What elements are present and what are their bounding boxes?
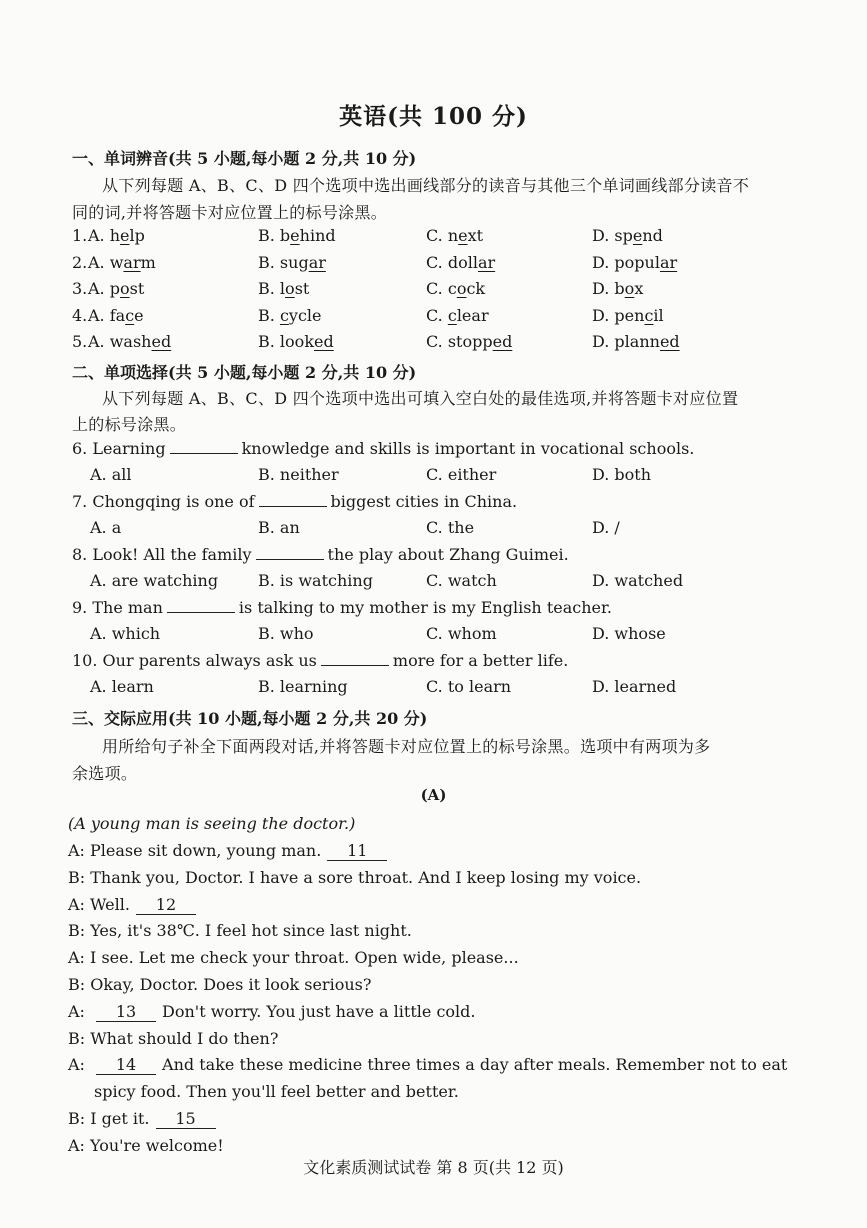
section1-heading: 一、单词辨音(共 5 小题,每小题 2 分,共 10 分)	[72, 149, 417, 168]
underlined-part: ed	[659, 332, 680, 351]
question-number: 3.	[72, 279, 88, 298]
underlined-part: e	[458, 226, 468, 245]
underlined-part: o	[624, 279, 635, 298]
dialogue-line: A: I see. Let me check your throat. Open wide, please...	[68, 948, 519, 968]
option[interactable]: C. to learn	[426, 677, 512, 696]
underlined-part: e	[290, 226, 300, 245]
answer-blank	[167, 598, 235, 613]
answer-blank	[321, 651, 389, 666]
underlined-part: ed	[151, 332, 172, 351]
underlined-part: e	[632, 226, 643, 245]
underlined-part: ed	[314, 332, 334, 351]
option[interactable]: D. learned	[592, 677, 677, 696]
answer-blank	[170, 439, 238, 454]
option[interactable]: D. both	[592, 465, 652, 484]
option[interactable]: C. next	[426, 226, 484, 245]
question-stem: 10. Our parents always ask us more for a better life.	[72, 651, 569, 670]
dialogue-scene: (A young man is seeing the doctor.)	[68, 814, 356, 833]
option[interactable]: A. which	[90, 624, 161, 643]
dialogue-blank-11: 11	[327, 841, 387, 861]
question-stem: 6. Learning knowledge and skills is important in vocational schools.	[72, 439, 695, 458]
underlined-part: c	[644, 305, 654, 325]
underlined-part: c	[447, 305, 457, 325]
dialogue-line: B: Yes, it's 38℃. I feel hot since last night.	[68, 921, 412, 941]
option[interactable]: A. help	[88, 226, 145, 245]
underlined-part: c	[279, 305, 289, 325]
section2-instruction-cont: 上的标号涂黑。	[72, 415, 187, 434]
section2-instruction: 从下列每题 A、B、C、D 四个选项中选出可填入空白处的最佳选项,并将答题卡对应位置	[102, 389, 739, 408]
question-stem: 9. The man is talking to my mother is my English teacher.	[72, 598, 612, 617]
question-stem: 8. Look! All the family the play about Zhang Guimei.	[72, 545, 569, 564]
option[interactable]: A. post	[88, 279, 145, 298]
question-number: 5.	[72, 332, 88, 351]
dialogue-line: A: 14 And take these medicine three times a day after meals. Remember not to eat	[68, 1055, 788, 1075]
question-number: 4.	[72, 305, 88, 325]
dialogue-line: spicy food. Then you'll feel better and better.	[94, 1082, 459, 1102]
option[interactable]: A. learn	[90, 677, 154, 696]
option[interactable]: B. an	[258, 518, 300, 537]
option[interactable]: B. who	[258, 624, 314, 643]
option[interactable]: C. dollar	[426, 252, 496, 272]
option[interactable]: C. whom	[426, 624, 497, 643]
dialogue-blank-13: 13	[96, 1002, 156, 1022]
question-stem: 7. Chongqing is one of biggest cities in China.	[72, 492, 518, 511]
dialogue-line: A: Well. 12	[68, 895, 202, 915]
option[interactable]: B. looked	[258, 332, 334, 351]
option[interactable]: A. washed	[88, 332, 172, 351]
option[interactable]: D. planned	[592, 332, 680, 351]
option[interactable]: B. cycle	[258, 305, 322, 325]
section1-instruction: 从下列每题 A、B、C、D 四个选项中选出画线部分的读音与其他三个单词画线部分读音不	[102, 176, 750, 195]
dialogue-line: B: I get it. 15	[68, 1109, 222, 1129]
option[interactable]: C. the	[426, 518, 475, 537]
section1-instruction-cont: 同的词,并将答题卡对应位置上的标号涂黑。	[72, 203, 388, 222]
underlined-part: ar	[123, 252, 141, 272]
page-footer: 文化素质测试试卷 第 8 页(共 12 页)	[303, 1158, 564, 1177]
dialogue-line: B: What should I do then?	[68, 1028, 279, 1048]
section3-instruction-cont: 余选项。	[72, 764, 138, 783]
underlined-part: o	[285, 279, 295, 298]
dialogue-blank-12: 12	[136, 895, 196, 915]
dialogue-line: B: Thank you, Doctor. I have a sore throat. And I keep losing my voice.	[68, 867, 642, 887]
option[interactable]: D. spend	[592, 226, 663, 245]
dialogue-part-label: (A)	[420, 786, 447, 804]
option[interactable]: A. a	[90, 518, 122, 537]
option[interactable]: C. stopped	[426, 332, 513, 351]
dialogue-blank-15: 15	[156, 1109, 216, 1129]
option[interactable]: B. lost	[258, 279, 310, 298]
option[interactable]: C. clear	[426, 305, 489, 325]
underlined-part: o	[119, 279, 130, 298]
option[interactable]: C. watch	[426, 571, 497, 590]
option[interactable]: C. either	[426, 465, 497, 484]
dialogue-line: A: You're welcome!	[68, 1135, 224, 1155]
option[interactable]: D. /	[592, 518, 620, 537]
option[interactable]: D. watched	[592, 571, 684, 590]
section3-instruction: 用所给句子补全下面两段对话,并将答题卡对应位置上的标号涂黑。选项中有两项为多	[102, 737, 711, 756]
dialogue-line: A: 13 Don't worry. You just have a little cold.	[68, 1001, 476, 1021]
section3-heading: 三、交际应用(共 10 小题,每小题 2 分,共 20 分)	[72, 709, 428, 728]
option[interactable]: B. sugar	[258, 252, 326, 272]
option[interactable]: C. cock	[426, 279, 486, 298]
underlined-part: ar	[477, 252, 496, 272]
underlined-part: ar	[659, 252, 678, 272]
option[interactable]: D. box	[592, 279, 644, 298]
underlined-part: o	[456, 279, 467, 298]
dialogue-blank-14: 14	[96, 1055, 156, 1075]
question-number: 1.	[72, 226, 88, 245]
option[interactable]: B. learning	[258, 677, 348, 696]
option[interactable]: B. behind	[258, 226, 336, 245]
option[interactable]: A. warm	[88, 252, 156, 272]
option[interactable]: D. popular	[592, 252, 678, 272]
option[interactable]: D. whose	[592, 624, 666, 643]
underlined-part: ar	[308, 252, 326, 272]
dialogue-line: A: Please sit down, young man. 11	[68, 841, 393, 861]
dialogue-line: B: Okay, Doctor. Does it look serious?	[68, 975, 372, 994]
page-title: 英语(共 100 分)	[339, 103, 528, 130]
answer-blank	[259, 492, 327, 507]
underlined-part: c	[125, 305, 135, 325]
option[interactable]: A. all	[90, 465, 132, 484]
underlined-part: ed	[492, 332, 513, 351]
option[interactable]: D. pencil	[592, 305, 664, 325]
section2-heading: 二、单项选择(共 5 小题,每小题 2 分,共 10 分)	[72, 363, 417, 382]
option[interactable]: A. face	[88, 305, 144, 325]
underlined-part: e	[120, 226, 130, 245]
option[interactable]: B. is watching	[258, 571, 373, 590]
option[interactable]: B. neither	[258, 465, 339, 484]
option[interactable]: A. are watching	[90, 571, 219, 590]
question-number: 2.	[72, 252, 88, 272]
answer-blank	[256, 545, 324, 560]
